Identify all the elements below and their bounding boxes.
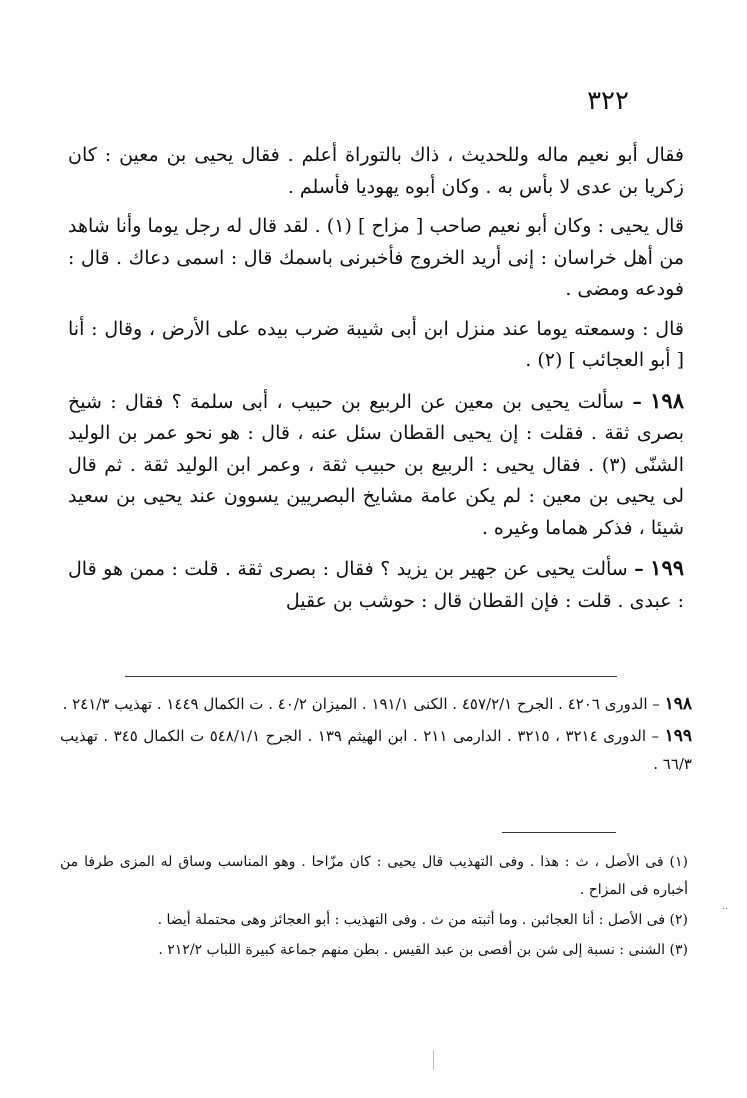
source-199-text: – الدورى ٣٢١٤ ، ٣٢١٥ . الدارمى ٢١١ . ابن الهيثم ١٣٩ . الجرح ٥٤٨/١/١ ت الكمال ٣٤٥ . تهذيب ٦٦/٣ . (60, 727, 692, 773)
entry-198 (68, 385, 684, 545)
entry-198-number: ١٩٨ (650, 387, 684, 413)
scan-speck: ·· (722, 904, 729, 915)
source-199 (60, 722, 692, 778)
entry-198-dash: – (632, 390, 642, 413)
entry-198-text: سألت يحيى بن معين عن الربيع بن حبيب ، أبى سلمة ؟ فقال : شيخ بصرى ثقة . فقلت : إن يحيى القطان سئل عنه ، قال : هو نحو عمر بن الوليد الشنّى (٣) . فقال يحيى : الربيع بن حبيب ثقة ، وعمر ابن الوليد ثقة . ثم قال لى يحيى بن معين : لم يكن عامة مشايخ البصريين يسوون عند يحيى بن سعيد شيئا ، فذكر هماما وغيره . (68, 390, 685, 539)
paragraph-3: قال : وسمعته يوما عند منزل ابن أبى شيبة ضرب بيده على الأرض ، وقال : أنا [ أبو العجائب ] (٢) . (68, 317, 684, 371)
main-text (68, 140, 684, 625)
source-198 (60, 690, 692, 718)
source-198-number: ١٩٨ (664, 694, 692, 714)
footnote-2: (٢) فى الأصل : أنا العجائبن . وما أثبته من ث . وفى التهذيب : أبو العجائز وهى محتملة أيضا . (157, 912, 688, 928)
paragraph-1: فقال أبو نعيم ماله وللحديث ، ذاك بالتوراة أعلم . فقال يحيى بن معين : كان زكريا بن عدى لا بأس به . وكان أبوه يهوديا فأسلم . (68, 144, 684, 198)
page-number: ٣٢٢ (587, 86, 629, 116)
entry-199-text: سألت يحيى عن جهير بن يزيد ؟ فقال : بصرى ثقة . قلت : ممن هو قال : عبدى . قلت : فإن القطان قال : حوشب بن عقيل (68, 558, 684, 612)
footnote-1: (١) فى الأصل ، ث : هذا . وفى التهذيب قال يحيى : كان مزّاحا . وهو المناسب وساق له المزى طرفا من أخباره فى المزاح . (60, 854, 688, 898)
footnotes-divider (502, 832, 616, 833)
source-199-number: ١٩٩ (664, 726, 692, 746)
sources-divider (125, 676, 617, 677)
entry-199-dash: – (634, 558, 644, 580)
entry-199 (68, 552, 684, 617)
entry-199-number: ١٩٩ (650, 555, 685, 580)
scan-mark (433, 1050, 434, 1070)
footnotes-section (60, 848, 688, 966)
paragraph-2: قال يحيى : وكان أبو نعيم صاحب [ مزاح ] (١) . لقد قال له رجل يوما وأنا شاهد من أهل خراسان : إنى أريد الخروج فأخبرنى باسمك قال : اسمى دعاك . قال : فودعه ومضى . (68, 215, 684, 300)
source-198-text: – الدورى ٤٢٠٦ . الجرح ٤٥٧/٢/١ . الكنى ١٩١/١ . الميزان ٤٠/٢ . ت الكمال ١٤٤٩ . تهذيب ٢٤١/٣ . (62, 695, 660, 713)
footnote-3: (٣) الشنى : نسبة إلى شن بن أفصى بن عبد القيس . بطن منهم جماعة كبيرة اللباب ٢١٢/٢ . (158, 942, 688, 958)
sources-section (60, 690, 692, 782)
